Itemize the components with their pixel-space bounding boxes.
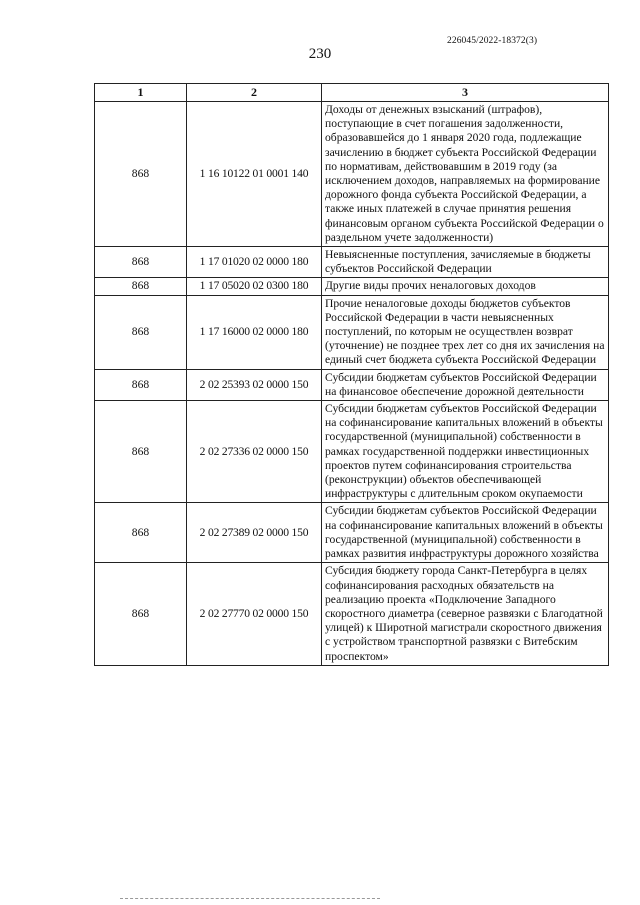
income-name-cell: Прочие неналоговые доходы бюджетов субъектов Российской Федерации в части невыясненных поступлений, по которым не осуществлен возврат (уточнение) не позднее трех лет со дня их зачисления на единый счет бюджета субъекта Российской Федерации — [322, 295, 609, 369]
budget-code-cell: 1 17 05020 02 0300 180 — [187, 278, 322, 295]
table-row — [95, 503, 609, 563]
table-row — [95, 563, 609, 665]
admin-code-cell: 868 — [95, 295, 187, 369]
budget-code-cell: 2 02 25393 02 0000 150 — [187, 369, 322, 400]
income-name-cell: Субсидии бюджетам субъектов Российской Федерации на финансовое обеспечение дорожной деятельности — [322, 369, 609, 400]
admin-code-cell: 868 — [95, 503, 187, 563]
income-name-cell: Субсидия бюджету города Санкт-Петербурга в целях софинансирования расходных обязательств на реализацию проекта «Подключение Западного скоростного диаметра (северное развязки с Благодатной улицей) к Широтной магистрали скоростного движения с устройством транспортной развязки с Витебским проспектом» — [322, 563, 609, 665]
page-number: 230 — [308, 46, 332, 62]
income-name-cell: Субсидии бюджетам субъектов Российской Федерации на софинансирование капитальных вложений в объекты государственной (муниципальной) собственности в рамках развития инфраструктуры дорожного хозяйства — [322, 503, 609, 563]
admin-code-cell: 868 — [95, 563, 187, 665]
admin-code-cell: 868 — [95, 369, 187, 400]
budget-code-cell: 2 02 27336 02 0000 150 — [187, 401, 322, 503]
table-row — [95, 102, 609, 247]
column-header: 2 — [187, 84, 322, 102]
column-header: 3 — [322, 84, 609, 102]
table-row — [95, 401, 609, 503]
page-bottom-edge — [120, 898, 380, 899]
income-name-cell: Доходы от денежных взысканий (штрафов), поступающие в счет погашения задолженности, образовавшейся до 1 января 2020 года, подлежащие зачислению в бюджет субъекта Российской Федерации по нормативам, действовавшим в 2019 году (за исключением доходов, направляемых на формирование дорожного фонда субъекта Российской Федерации, а также иных платежей в случае принятия решения финансовым органом субъекта Российской Федерации о раздельном учете задолженности) — [322, 102, 609, 247]
admin-code-cell: 868 — [95, 278, 187, 295]
income-codes-table — [94, 83, 609, 666]
budget-code-cell: 1 17 01020 02 0000 180 — [187, 247, 322, 278]
table-row — [95, 369, 609, 400]
column-header: 1 — [95, 84, 187, 102]
table-row — [95, 295, 609, 369]
budget-code-cell: 2 02 27770 02 0000 150 — [187, 563, 322, 665]
admin-code-cell: 868 — [95, 247, 187, 278]
budget-code-cell: 2 02 27389 02 0000 150 — [187, 503, 322, 563]
admin-code-cell: 868 — [95, 401, 187, 503]
income-name-cell: Невыясненные поступления, зачисляемые в бюджеты субъектов Российской Федерации — [322, 247, 609, 278]
table-row — [95, 247, 609, 278]
table-header-row — [95, 84, 609, 102]
budget-code-cell: 1 17 16000 02 0000 180 — [187, 295, 322, 369]
table-row — [95, 278, 609, 295]
budget-code-cell: 1 16 10122 01 0001 140 — [187, 102, 322, 247]
income-name-cell: Субсидии бюджетам субъектов Российской Федерации на софинансирование капитальных вложений в объекты государственной (муниципальной) собственности в рамках государственной поддержки инвестиционных проектов путем софинансирования строительства (реконструкции) объектов обеспечивающей инфраструктуры с длительным сроком окупаемости — [322, 401, 609, 503]
admin-code-cell: 868 — [95, 102, 187, 247]
document-id: 226045/2022-18372(3) — [447, 36, 538, 46]
income-name-cell: Другие виды прочих неналоговых доходов — [322, 278, 609, 295]
